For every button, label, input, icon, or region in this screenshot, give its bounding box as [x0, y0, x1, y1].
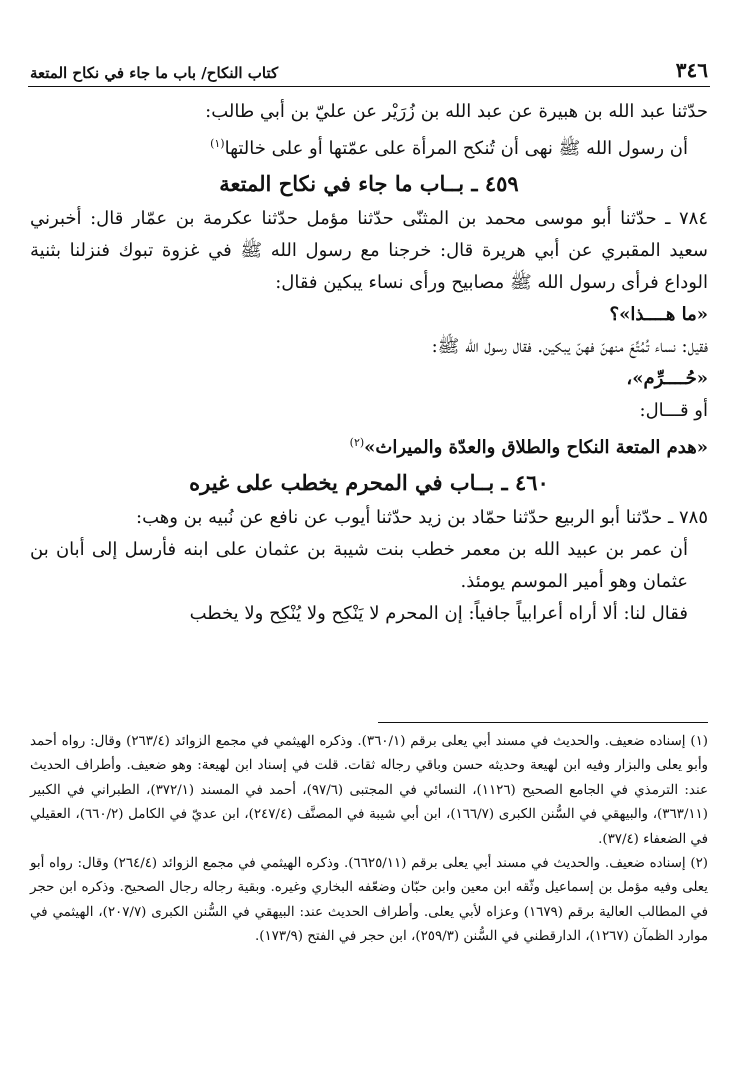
- page-number: ٣٤٦: [675, 58, 708, 82]
- paragraph: فقال لنا: ألا أراه أعرابياً جافياً: إن المحرم لا يَنْكِح ولا يُنْكِح ولا يخطب: [189, 603, 688, 624]
- quote: «ما هــــذا»؟: [609, 304, 708, 325]
- chapter-heading: ٤٥٩ ـ بــاب ما جاء في نكاح المتعة: [219, 171, 519, 196]
- hadith-text: أن رسول الله ﷺ نهى أن تُنكح المرأة على عمّتها أو على خالتها: [224, 138, 688, 159]
- footnote: (٢) إسناده ضعيف. والحديث في مسند أبي يعلى برقم (٦٦٢٥/١١). وذكره الهيثمي في مجمع الزوائد (٢٦٤/٤) وقال: رواه أبو يعلى وفيه مؤمل بن إسماعيل وثّقه ابن معين وابن حبّان وضعّفه البخاري وغيره. وبقية رجاله رجال الصحيح. وذكره ابن حجر في المطالب العالية برقم (١٦٧٩) وعزاه لأبي يعلى. وأطراف الحديث عند: البيهقي في السُّنن الكبرى (٢٠٧/٧)، الهيثمي في موارد الظمآن (١٢٦٧)، الدارقطني في السُّنن (٢٥٩/٣)، ابن حجر في الفتح (١٧٣/٩).: [30, 856, 709, 945]
- paragraph: أن عمر بن عبيد الله بن معمر خطب بنت شيبة بن عثمان على ابنه فأرسل إلى أبان بن عثمان وهو أمير الموسم يومئذ.: [30, 539, 688, 592]
- page-header: [30, 52, 708, 82]
- chapter-heading: ٤٦٠ ـ بــاب في المحرم يخطب على غيره: [189, 470, 549, 495]
- paragraph: [30, 128, 708, 165]
- paragraph: حدّثنا عبد الله بن هبيرة عن عبد الله بن زُرَيْر عن عليّ بن أبي طالب:: [205, 101, 708, 122]
- paragraph: فقيل: نساء تُمُتِّعَ منهنّ فهنّ يبكين. فقال رسول الله ﷺ:: [431, 336, 708, 357]
- header-rule: [28, 86, 710, 87]
- footnote: (١) إسناده ضعيف. والحديث في مسند أبي يعلى برقم (٣٦٠/١). وذكره الهيثمي في مجمع الزوائد (٢٦٣/٤) وقال: رواه أحمد وأبو يعلى والبزار وفيه ابن لهيعة وحديثه حسن وباقي رجاله ثقات. قلت في إسناد ابن لهيعة: وهو ضعيف. وأطراف الحديث عند: الترمذي في الجامع الصحيح (١١٢٦)، النسائي في المجتبى (٩٧/٦)، أحمد في المسند (٣٧٢/١)، الطبراني في الكبير (٣٦٣/١١)، والبيهقي في السُّنن الكبرى (١٦٦/٧)، ابن أبي شيبة في المصنَّف (٢٤٧/٤)، ابن عديّ في الكامل (٦٦٠/٢)، العقيلي في الضعفاء (٣٧/٤).: [30, 734, 708, 847]
- quote: «هدم المتعة النكاح والطلاق والعدّة والميراث»: [364, 437, 708, 458]
- footnote-ref: (١): [210, 137, 225, 150]
- footnotes: [30, 730, 708, 950]
- main-text: [30, 96, 708, 630]
- footnote-ref: (٢): [349, 436, 365, 449]
- quote-paragraph: [30, 427, 708, 464]
- running-title: كتاب النكاح/ باب ما جاء في نكاح المتعة: [30, 64, 279, 82]
- footnote-rule: [378, 722, 708, 723]
- hadith-paragraph: ٧٨٤ ـ حدّثنا أبو موسى محمد بن المثنّى حدّثنا مؤمل حدّثنا عكرمة بن عمّار قال: أخبرني سعيد المقبري عن أبي هريرة قال: خرجنا مع رسول الله ﷺ في غزوة تبوك فنزلنا بثنية الوداع فرأى رسول الله ﷺ مصابيح ورأى نساء يبكين فقال:: [30, 208, 708, 293]
- hadith-paragraph: ٧٨٥ ـ حدّثنا أبو الربيع حدّثنا حمّاد بن زيد حدّثنا أيوب عن نافع عن نُبيه بن وهب:: [136, 507, 708, 528]
- paragraph: أو قـــال:: [639, 400, 708, 421]
- quote: «حُــــرِّم»،: [626, 368, 708, 389]
